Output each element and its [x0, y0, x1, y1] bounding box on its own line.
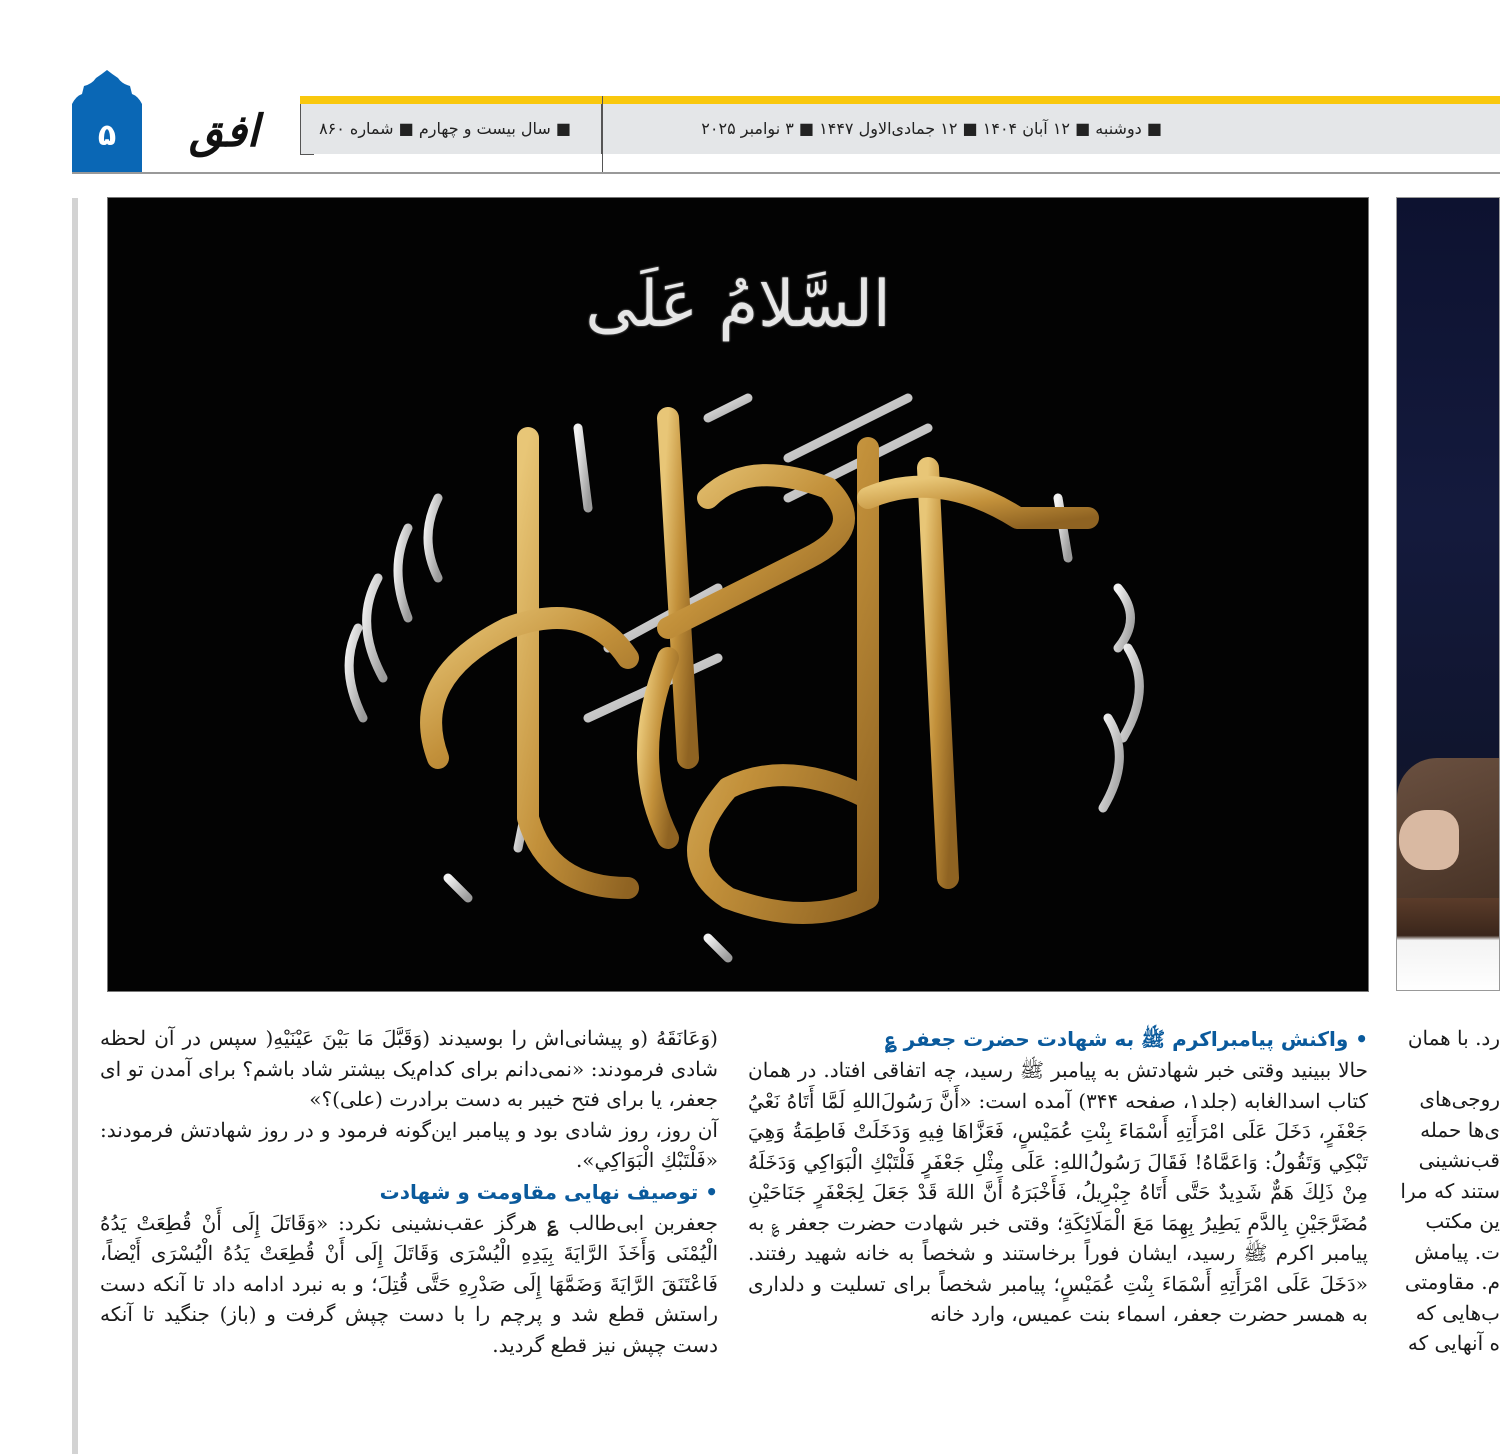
article-paragraph: (وَعَانَقَهُ (و پیشانی‌اش را بوسیدند (وَقَبَّلَ مَا بَيْنَ عَيْنَيْهِ( سپس در آن لحظه شادی فرمودند: «نمی‌دانم برای کدام‌یک بیشتر شاد باشم؟ برای آمدن تو ای جعفر، یا برای فتح خیبر به دست برادرت (علی)؟» — [100, 1026, 718, 1111]
article-column-middle — [748, 1023, 1368, 1330]
divider — [300, 154, 314, 155]
article-column-left — [100, 1023, 718, 1360]
hero-calligraphy-image — [107, 197, 1369, 992]
masthead-divider — [72, 172, 1500, 174]
text-fragment: روجی‌های — [1419, 1087, 1500, 1111]
newspaper-logo: افق — [189, 106, 259, 157]
page-number-badge — [72, 70, 142, 174]
article-paragraph: جعفربن ابی‌طالب ؏ هرگز عقب‌نشینی نکرد: «وَقَاتَلَ إِلَى أَنْ قُطِعَتْ يَدُهُ الْيُمْنَى وَأَخَذَ الرَّايَةَ بِيَدِهِ الْيُسْرَى وَقَاتَلَ إِلَى أَنْ قُطِعَتْ يَدُهُ الْيُسْرَى أَيْضاً، فَاعْتَنَقَ الرَّايَةَ وَضَمَّهَا إِلَى صَدْرِهِ حَتَّى قُتِلَ؛ و به نبرد ادامه داد تا آنکه دست راستش قطع شد و پرچم را با دست چپش گرفت و (باز) جنگید تا آنکه دست چپش نیز قطع گردید. — [100, 1210, 719, 1357]
accent-bar — [300, 96, 1500, 104]
text-fragment: ستند که مرا — [1400, 1178, 1500, 1203]
text-fragment: ب‌هایی که — [1415, 1300, 1500, 1325]
section-heading: • توصیف نهایی مقاومت و شهادت — [379, 1179, 718, 1204]
article-paragraph: آن روز، روز شادی بود و پیامبر این‌گونه فرمود و در روز شهادتش فرمودند: «فَلْتَبْكِ الْبَوَاكِي». — [100, 1117, 718, 1172]
side-photo — [1396, 197, 1500, 991]
photo-desk — [1397, 898, 1500, 991]
text-fragment: م. مقاومتی — [1404, 1270, 1500, 1294]
hero-salutation-text: السَّلامُ عَلَی — [585, 268, 891, 342]
text-fragment: ی‌ها حمله — [1420, 1117, 1500, 1142]
article-column-right — [1398, 1023, 1500, 1359]
issue-info: ■ سال بیست و چهارم ■ شماره ۸۶۰ — [300, 104, 602, 154]
page-number: ۵ — [97, 118, 117, 153]
text-fragment: ت. پیامش — [1414, 1239, 1500, 1264]
margin-rule — [72, 198, 78, 1454]
text-fragment: ه آنهایی که — [1407, 1331, 1500, 1355]
article-paragraph: حالا ببینید وقتی خبر شهادتش به پیامبر ﷺ رسید، چه اتفاقی افتاد. در همان کتاب اسدالغابه (جلد۱، صفحه ۳۴۴) آمده است: «أَنَّ رَسُولَ‌اللهِ لَمَّا أَتَاهُ نَعْيُ جَعْفَرٍ، دَخَلَ عَلَى امْرَأَتِهِ أَسْمَاءَ بِنْتِ عُمَيْسٍ، فَعَزَّاهَا فِيهِ وَدَخَلَتْ فَاطِمَةُ وَهِيَ تَبْكِي وَتَقُولُ: وَاعَمَّاهُ! فَقَالَ رَسُولُ‌اللهِ: عَلَى مِثْلِ جَعْفَرٍ فَلْتَبْكِ الْبَوَاكِي وَدَخَلَهُ مِنْ ذَلِكَ هَمٌّ شَدِيدٌ حَتَّى أَتَاهُ جِبْرِيلُ، فَأَخْبَرَهُ أَنَّ اللهَ قَدْ جَعَلَ لِجَعْفَرٍ جَنَاحَيْنِ مُضَرَّجَيْنِ بِالدَّمِ يَطِيرُ بِهِمَا مَعَ الْمَلَائِكَةِ؛ وقتی خبر شهادت حضرت جعفر ؏ به پیامبر اکرم ﷺ رسید، ایشان فوراً برخاستند و شخصاً به خانه شهید رفتند. «دَخَلَ عَلَى امْرَأَتِهِ أَسْمَاءَ بِنْتِ عُمَيْسٍ؛ پیامبر شخصاً برای تسلیت و دلداری به همسر حضرت جعفر، اسماء بنت عمیس، وارد خانه — [748, 1058, 1368, 1326]
text-fragment — [1398, 1054, 1500, 1085]
text-fragment: ین مکتب — [1425, 1209, 1500, 1233]
photo-hand — [1399, 810, 1459, 870]
text-fragment: رد. با همان — [1407, 1026, 1500, 1050]
divider — [602, 96, 603, 172]
date-line: ■ دوشنبه ■ ۱۲ آبان ۱۴۰۴ ■ ۱۲ جمادی‌الاول ۱۴۴۷ ■ ۳ نوامبر ۲۰۲۵ — [701, 119, 1162, 138]
section-heading: • واکنش پیامبراکرم ﷺ به شهادت حضرت جعفر ؏ — [884, 1027, 1368, 1051]
text-fragment: قب‌نشینی — [1418, 1148, 1500, 1172]
